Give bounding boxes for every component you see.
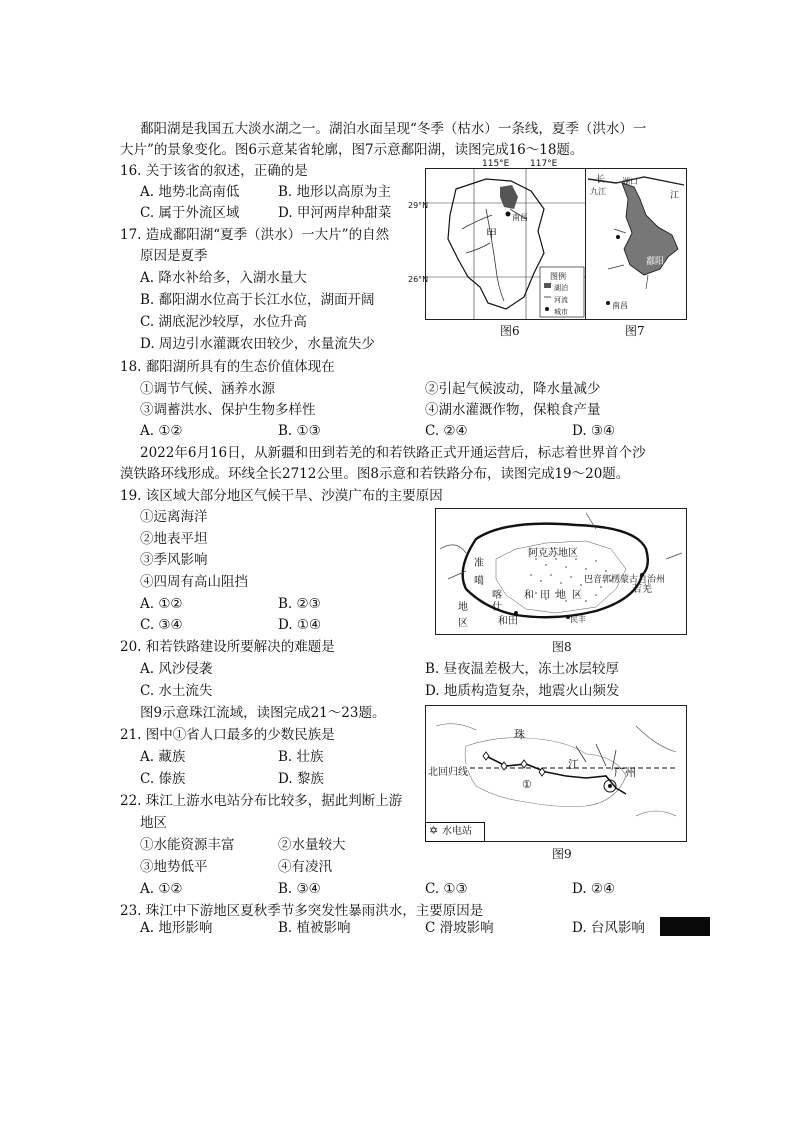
fig8-label-bayin: 巴音郭楞蒙古自治州 bbox=[584, 575, 666, 585]
q22-option-c: C. ①③ bbox=[425, 881, 468, 897]
hydropower-station-icon: ✡ bbox=[429, 824, 439, 837]
fig7-label-hukou: 湖口 bbox=[622, 177, 638, 186]
fig9-province-marker: ① bbox=[522, 778, 532, 791]
q18-item-4: ④湖水灌溉作物，保粮食产量 bbox=[425, 402, 601, 418]
fig7-label-nanchang: 南昌 bbox=[612, 301, 628, 310]
fig6-river-label: 甲 bbox=[486, 227, 497, 240]
fig8-caption: 图8 bbox=[552, 640, 572, 654]
q18-item-2: ②引起气候波动，降水量减少 bbox=[425, 381, 601, 397]
fig7-label-chang: 长 bbox=[596, 175, 606, 185]
q22-item-2: ②水量较大 bbox=[278, 837, 346, 853]
q18-option-c: C. ②④ bbox=[425, 423, 468, 439]
fig6-legend-river: 河流 bbox=[554, 296, 568, 304]
fig8-label-kashi-3: 地 bbox=[458, 602, 468, 613]
q18-item-1: ①调节气候、涵养水源 bbox=[140, 381, 275, 397]
intro2-line1: 2022年6月16日，从新疆和田到若羌的和若铁路正式开通运营后，标志着世界首个沙 bbox=[140, 445, 646, 461]
q18-stem: 18. 鄱阳湖所具有的生态价值体现在 bbox=[120, 359, 335, 375]
fig9-legend-label: 水电站 bbox=[442, 826, 472, 837]
q16-stem: 16. 关于该省的叙述，正确的是 bbox=[120, 163, 308, 179]
fig6-lon2: 117°E bbox=[530, 159, 558, 169]
q21-option-d: D. 黎族 bbox=[278, 771, 324, 787]
fig8-label-kashi-1: 喀 bbox=[492, 590, 502, 601]
q23-option-b: B. 植被影响 bbox=[278, 920, 351, 936]
fig6-lat1: 29°N bbox=[408, 201, 429, 210]
q19-item-3: ③季风影响 bbox=[140, 552, 208, 568]
fig8-city-ruoqiang: 若羌 bbox=[632, 584, 652, 595]
fig7-caption: 图7 bbox=[625, 324, 645, 338]
q16-option-c: C. 属于外流区域 bbox=[140, 205, 240, 221]
q20-stem: 20. 和若铁路建设所要解决的难题是 bbox=[120, 639, 335, 655]
q18-option-d: D. ③④ bbox=[572, 423, 616, 439]
fig8-label-kashi-2: 什 bbox=[492, 602, 502, 613]
fig6-lon1: 115°E bbox=[482, 159, 510, 169]
fig7-label-jiujiang: 九江 bbox=[590, 187, 606, 196]
fig8-label-hetian-region: 和田地区 bbox=[524, 590, 588, 601]
fig9-label-jiang: 江 bbox=[568, 758, 579, 771]
q23-stem: 23. 珠江中下游地区夏秋季节多突发性暴雨洪水，主要原因是 bbox=[120, 903, 484, 919]
q19-option-b: B. ②③ bbox=[278, 596, 321, 612]
q19-item-4: ④四周有高山阻挡 bbox=[140, 574, 248, 590]
intro3: 图9示意珠江流域，读图完成21～23题。 bbox=[140, 705, 386, 721]
fig9-caption: 图9 bbox=[552, 847, 572, 861]
q17-stem-line1: 17. 造成鄱阳湖“夏季（洪水）一大片”的自然 bbox=[120, 227, 390, 243]
q22-stem-line2: 地区 bbox=[140, 815, 167, 831]
fig9-label-zhu: 珠 bbox=[514, 728, 525, 741]
q23-option-d: D. 台风影响 bbox=[572, 920, 645, 936]
q22-item-4: ④有凌汛 bbox=[278, 859, 332, 875]
intro1-line2: 大片”的景象变化。图6示意某省轮廓，图7示意鄱阳湖，读图完成16～18题。 bbox=[120, 142, 584, 158]
q21-option-a: A. 藏族 bbox=[140, 749, 186, 765]
fig9-label-guangzhou: 广州 bbox=[614, 766, 636, 779]
q16-option-d: D. 甲河两岸种甜菜 bbox=[278, 205, 392, 221]
fig6-city-label: 南昌 bbox=[512, 213, 528, 222]
intro2-line2: 漠铁路环线形成。环线全长2712公里。图8示意和若铁路分布，读图完成19～20题。 bbox=[120, 466, 630, 482]
q23-option-c: C 滑坡影响 bbox=[425, 920, 494, 936]
fig8-label-akesu: 阿克苏地区 bbox=[528, 548, 578, 559]
q18-option-a: A. ①② bbox=[140, 423, 183, 439]
fig6-legend-city: 城市 bbox=[554, 308, 568, 316]
q21-option-b: B. 壮族 bbox=[278, 749, 324, 765]
fig6-legend-lake: 湖泊 bbox=[554, 284, 568, 292]
q20-option-d: D. 地质构造复杂，地震火山频发 bbox=[425, 683, 620, 699]
q22-stem-line1: 22. 珠江上游水电站分布比较多，据此判断上游 bbox=[120, 793, 403, 809]
figure-6-map bbox=[408, 159, 587, 320]
q19-item-1: ①远离海洋 bbox=[140, 509, 208, 525]
q17-option-d: D. 周边引水灌溉农田较少，水量流失少 bbox=[140, 336, 375, 352]
q21-option-c: C. 傣族 bbox=[140, 771, 186, 787]
fig8-city-hetian: 和田 bbox=[498, 616, 518, 627]
fig6-caption: 图6 bbox=[500, 324, 520, 338]
q17-option-b: B. 鄱阳湖水位高于长江水位，湖面开阔 bbox=[140, 292, 375, 308]
fig8-city-minfeng: 民丰 bbox=[570, 615, 586, 624]
q22-option-d: D. ②④ bbox=[572, 881, 616, 897]
q16-option-b: B. 地形以高原为主 bbox=[278, 184, 392, 200]
figure-9-map bbox=[425, 705, 687, 842]
fig7-label-jiang: 江 bbox=[670, 191, 680, 201]
fig7-label-poyang: 鄱阳 bbox=[646, 257, 665, 267]
q20-option-b: B. 昼夜温差极大，冻土冰层较厚 bbox=[425, 661, 620, 677]
q17-option-a: A. 降水补给多，入湖水量大 bbox=[140, 270, 307, 286]
fig8-basin-char1: 准 bbox=[474, 558, 484, 569]
fig6-legend-title: 图例 bbox=[550, 272, 566, 281]
q18-option-b: B. ①③ bbox=[278, 423, 321, 439]
fig9-tropic-label: 北回归线 bbox=[428, 764, 468, 782]
q18-item-3: ③调蓄洪水、保护生物多样性 bbox=[140, 402, 316, 418]
q17-stem-line2: 原因是夏季 bbox=[140, 248, 208, 264]
fig8-basin-char2: 噶 bbox=[474, 576, 484, 587]
q22-option-b: B. ③④ bbox=[278, 881, 321, 897]
q21-stem: 21. 图中①省人口最多的少数民族是 bbox=[120, 727, 335, 743]
intro1-line1: 鄱阳湖是我国五大淡水湖之一。湖泊水面呈现“冬季（枯水）一条线，夏季（洪水）一 bbox=[140, 121, 647, 137]
q19-stem: 19. 该区域大部分地区气候干旱、沙漠广布的主要原因 bbox=[120, 488, 443, 504]
fig8-label-kashi-4: 区 bbox=[458, 618, 468, 629]
q19-option-d: D. ①④ bbox=[278, 617, 322, 633]
q22-item-3: ③地势低平 bbox=[140, 859, 208, 875]
figure-8-map bbox=[435, 508, 687, 635]
fig6-lat2: 26°N bbox=[408, 275, 429, 284]
q19-option-c: C. ③④ bbox=[140, 617, 183, 633]
q22-option-a: A. ①② bbox=[140, 881, 183, 897]
redaction-block bbox=[660, 917, 710, 936]
q17-option-c: C. 湖底泥沙较厚，水位升高 bbox=[140, 314, 307, 330]
q19-item-2: ②地表平坦 bbox=[140, 531, 208, 547]
q20-option-c: C. 水土流失 bbox=[140, 683, 213, 699]
q23-option-a: A. 地形影响 bbox=[140, 920, 213, 936]
fig9-legend bbox=[425, 822, 485, 842]
figure-7-map bbox=[585, 168, 687, 320]
q19-option-a: A. ①② bbox=[140, 596, 183, 612]
q20-option-a: A. 风沙侵袭 bbox=[140, 661, 213, 677]
q22-item-1: ①水能资源丰富 bbox=[140, 837, 235, 853]
q16-option-a: A. 地势北高南低 bbox=[140, 184, 240, 200]
